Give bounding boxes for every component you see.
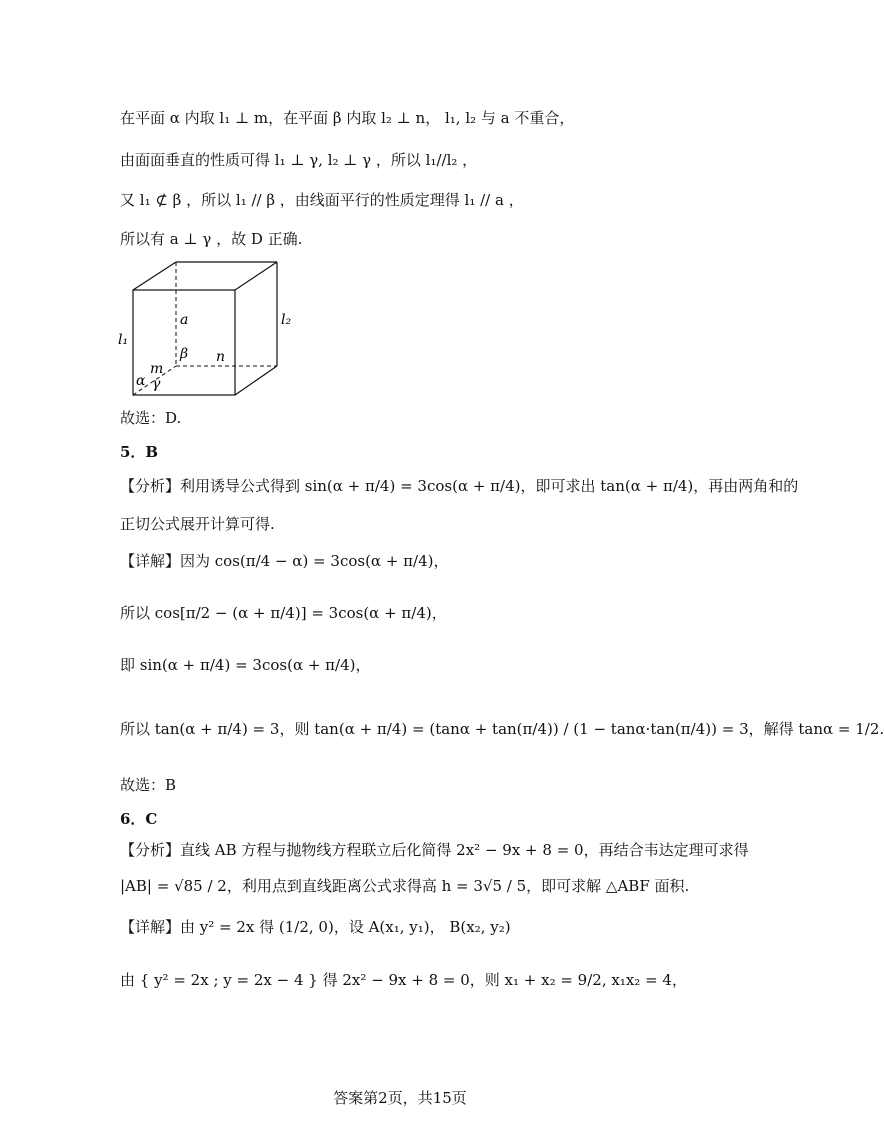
page-footer: 答案第2页，共15页 (333, 1089, 467, 1107)
label-m: m (150, 361, 164, 377)
text-line: 正切公式展开计算可得. (120, 515, 275, 533)
text-line: 所以 cos[π/2 − (α + π/4)] = 3cos(α + π/4)， (120, 604, 447, 622)
text-line: 又 l₁ ⊄ β ，所以 l₁ // β ，由线面平行的性质定理得 l₁ // a ， (120, 191, 524, 209)
analysis-line: 【分析】利用诱导公式得到 sin(α + π/4) = 3cos(α + π/4)，即可求出 tan(α + π/4)，再由两角和的 (120, 477, 799, 495)
text-line: 所以有 a ⊥ γ ，故 D 正确. (120, 230, 303, 248)
detail-line: 【详解】因为 cos(π/4 − α) = 3cos(α + π/4)， (120, 552, 449, 570)
label-l1: l₁ (118, 332, 129, 348)
text-line: 故选：D. (120, 409, 182, 427)
text-line: 由 { y² = 2x ; y = 2x − 4 } 得 2x² − 9x + 8 = 0，则 x₁ + x₂ = 9/2, x₁x₂ = 4， (120, 971, 687, 989)
text-line: 所以 tan(α + π/4) = 3，则 tan(α + π/4) = (tanα + tan(π/4)) / (1 − tanα·tan(π/4)) = 3，解得 tanα = 1/2. (120, 720, 884, 738)
label-alpha: α (136, 373, 146, 389)
analysis-line: 【分析】直线 AB 方程与抛物线方程联立后化简得 2x² − 9x + 8 = 0，再结合韦达定理可求得 (120, 841, 749, 859)
question-answer: 6．C (120, 810, 158, 828)
question-answer: 5．B (120, 443, 159, 461)
label-l2: l₂ (281, 312, 292, 328)
label-n: n (216, 349, 226, 365)
label-a: a (180, 312, 189, 328)
text-line: |AB| = √85 / 2，利用点到直线距离公式求得高 h = 3√5 / 5，即可求解 △ABF 面积. (120, 877, 690, 895)
text-line: 在平面 α 内取 l₁ ⊥ m，在平面 β 内取 l₂ ⊥ n， l₁, l₂ 与 a 不重合， (120, 109, 575, 127)
text-line: 故选：B (120, 776, 177, 794)
detail-line: 【详解】由 y² = 2x 得 (1/2, 0)，设 A(x₁, y₁)， B(x₂, y₂) (120, 918, 511, 936)
label-gamma: γ (152, 376, 161, 392)
text-line: 即 sin(α + π/4) = 3cos(α + π/4)， (120, 656, 371, 674)
text-line: 由面面垂直的性质可得 l₁ ⊥ γ, l₂ ⊥ γ ，所以 l₁//l₂ ， (120, 151, 478, 169)
label-beta: β (180, 346, 189, 362)
